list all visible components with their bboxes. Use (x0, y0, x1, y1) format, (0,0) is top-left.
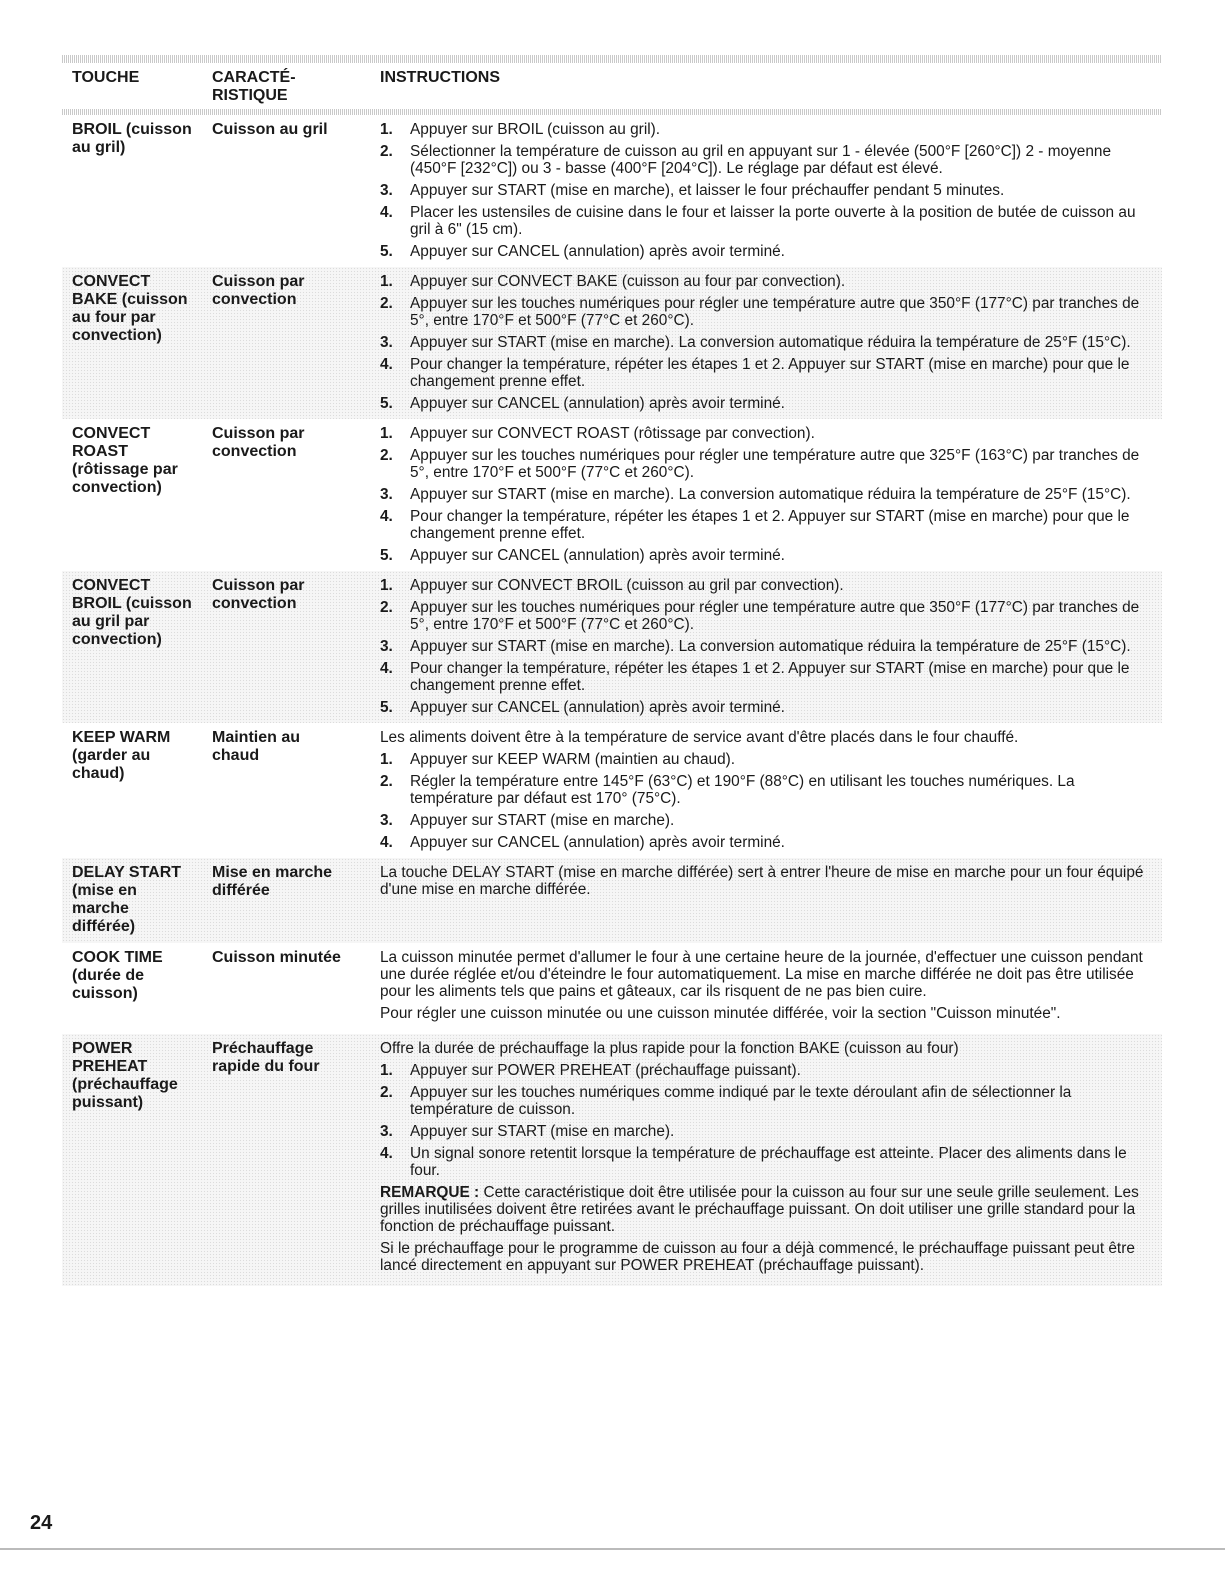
step-text: Appuyer sur CANCEL (annulation) après avoir terminé. (410, 834, 785, 851)
step-item (380, 356, 1148, 390)
step-number: 2. (380, 599, 393, 616)
step-text: Appuyer sur KEEP WARM (maintien au chaud). (410, 751, 736, 768)
row-feature: Cuisson par convection (212, 273, 305, 308)
step-item (380, 425, 1148, 442)
note-label: REMARQUE : (380, 1184, 480, 1201)
table-row (62, 419, 1162, 571)
table-row (62, 858, 1162, 943)
step-text: Appuyer sur START (mise en marche). La conversion automatique réduira la température de 25°F (15°C). (410, 334, 1131, 351)
step-item (380, 273, 1148, 290)
step-item (380, 751, 1148, 768)
table-row (62, 267, 1162, 419)
step-number: 4. (380, 834, 393, 851)
step-item (380, 121, 1148, 138)
row-instructions (380, 949, 1162, 1027)
row-feature: Cuisson au gril (212, 121, 328, 138)
step-item (380, 812, 1148, 829)
step-number: 5. (380, 547, 393, 564)
step-item (380, 577, 1148, 594)
step-number: 1. (380, 751, 393, 768)
step-item (380, 638, 1148, 655)
step-number: 1. (380, 1062, 393, 1079)
instruction-outro: Pour régler une cuisson minutée ou une cuisson minutée différée, voir la section "Cuisson minutée". (380, 1005, 1061, 1022)
row-key: CONVECT BAKE (cuisson au four par convection) (72, 273, 188, 344)
step-item (380, 599, 1148, 633)
step-text: Appuyer sur CANCEL (annulation) après avoir terminé. (410, 395, 785, 412)
step-number: 3. (380, 486, 393, 503)
bottom-rule (0, 1548, 1225, 1550)
step-number: 3. (380, 638, 393, 655)
step-number: 2. (380, 143, 393, 160)
step-list (380, 273, 1148, 412)
row-key: BROIL (cuisson au gril) (72, 121, 192, 156)
step-number: 3. (380, 182, 393, 199)
step-number: 2. (380, 1084, 393, 1101)
step-item (380, 1123, 1148, 1140)
note (380, 1184, 1148, 1235)
step-number: 3. (380, 334, 393, 351)
table-row (62, 571, 1162, 723)
step-text: Appuyer sur BROIL (cuisson au gril). (410, 121, 661, 138)
step-item (380, 1062, 1148, 1079)
step-number: 4. (380, 1145, 393, 1162)
step-text: Placer les ustensiles de cuisine dans le four et laisser la porte ouverte à la position de butée de cuisson au gril à 6" (15 cm). (410, 204, 1136, 238)
step-text: Appuyer sur START (mise en marche). (410, 1123, 675, 1140)
step-list (380, 121, 1148, 260)
step-text: Appuyer sur START (mise en marche), et laisser le four préchauffer pendant 5 minutes. (410, 182, 1005, 199)
step-text: Appuyer sur START (mise en marche). (410, 812, 675, 829)
step-text: Pour changer la température, répéter les étapes 1 et 2. Appuyer sur START (mise en marche) pour que le changement prenne effet. (410, 508, 1130, 542)
table-row (62, 943, 1162, 1034)
step-text: Appuyer sur les touches numériques comme indiqué par le texte déroulant afin de sélectionner la température de cuisson. (410, 1084, 1072, 1118)
step-list (380, 425, 1148, 564)
step-number: 3. (380, 1123, 393, 1140)
step-number: 1. (380, 577, 393, 594)
step-item (380, 699, 1148, 716)
step-text: Un signal sonore retentit lorsque la température de préchauffage est atteinte. Placer des aliments dans le four. (410, 1145, 1127, 1179)
row-feature: Mise en marche différée (212, 864, 333, 899)
table-body (62, 115, 1162, 1286)
row-feature: Maintien au chaud (212, 729, 301, 764)
instruction-intro: Les aliments doivent être à la température de service avant d'être placés dans le four chauffé. (380, 729, 1019, 746)
step-text: Appuyer sur CONVECT BAKE (cuisson au four par convection). (410, 273, 846, 290)
row-feature: Cuisson minutée (212, 949, 341, 966)
step-item (380, 295, 1148, 329)
step-text: Appuyer sur les touches numériques pour régler une température autre que 350°F (177°C) par tranches de 5°, entre 170°F et 500°F (77°C et 260°C). (410, 599, 1140, 633)
step-item (380, 1084, 1148, 1118)
step-item (380, 660, 1148, 694)
row-instructions (380, 577, 1162, 716)
step-item (380, 447, 1148, 481)
step-number: 4. (380, 508, 393, 525)
step-item (380, 143, 1148, 177)
step-number: 1. (380, 121, 393, 138)
step-text: Pour changer la température, répéter les étapes 1 et 2. Appuyer sur START (mise en marche) pour que le changement prenne effet. (410, 660, 1130, 694)
row-key: KEEP WARM (garder au chaud) (72, 729, 171, 782)
step-number: 1. (380, 425, 393, 442)
row-key: CONVECT ROAST (rôtissage par convection) (72, 425, 178, 496)
step-number: 2. (380, 295, 393, 312)
feature-table (62, 55, 1162, 1286)
step-number: 2. (380, 447, 393, 464)
row-instructions (380, 864, 1162, 936)
instruction-intro: Offre la durée de préchauffage la plus rapide pour la fonction BAKE (cuisson au four) (380, 1040, 959, 1057)
step-text: Appuyer sur CONVECT BROIL (cuisson au gril par convection). (410, 577, 844, 594)
table-row (62, 115, 1162, 267)
step-text: Appuyer sur CANCEL (annulation) après avoir terminé. (410, 243, 785, 260)
step-text: Appuyer sur CANCEL (annulation) après avoir terminé. (410, 547, 785, 564)
step-text: Appuyer sur CANCEL (annulation) après avoir terminé. (410, 699, 785, 716)
top-rule (62, 55, 1162, 63)
step-item (380, 1145, 1148, 1179)
step-item (380, 547, 1148, 564)
step-number: 1. (380, 273, 393, 290)
step-item (380, 395, 1148, 412)
step-text: Régler la température entre 145°F (63°C) et 190°F (88°C) en utilisant les touches numériques. La température par défaut est 170° (75°C). (410, 773, 1075, 807)
row-key: COOK TIME (durée de cuisson) (72, 949, 163, 1002)
row-instructions (380, 121, 1162, 260)
row-key: DELAY START (mise en marche différée) (72, 864, 182, 935)
row-feature: Cuisson par convection (212, 577, 305, 612)
step-text: Appuyer sur START (mise en marche). La conversion automatique réduira la température de 25°F (15°C). (410, 638, 1131, 655)
step-item (380, 243, 1148, 260)
step-item (380, 204, 1148, 238)
header-feature: CARACTÉ- RISTIQUE (212, 69, 296, 104)
step-item (380, 773, 1148, 807)
step-list (380, 1062, 1148, 1179)
step-text: Appuyer sur START (mise en marche). La conversion automatique réduira la température de 25°F (15°C). (410, 486, 1131, 503)
instruction-outro: Si le préchauffage pour le programme de cuisson au four a déjà commencé, le préchauffage puissant peut être lancé directement en appuyant sur POWER PREHEAT (préchauffage puissant). (380, 1240, 1135, 1274)
row-instructions (380, 1040, 1162, 1279)
step-item (380, 334, 1148, 351)
instruction-intro: La touche DELAY START (mise en marche différée) sert à entrer l'heure de mise en marche pour un four équipé d'une mise en marche différée. (380, 864, 1144, 898)
step-number: 5. (380, 395, 393, 412)
step-item (380, 486, 1148, 503)
row-feature: Cuisson par convection (212, 425, 305, 460)
page-number: 24 (30, 1512, 53, 1534)
row-instructions (380, 729, 1162, 851)
step-number: 5. (380, 243, 393, 260)
step-number: 3. (380, 812, 393, 829)
header-key: TOUCHE (72, 69, 140, 86)
row-key: POWER PREHEAT (préchauffage puissant) (72, 1040, 178, 1111)
step-number: 5. (380, 699, 393, 716)
header-instructions: INSTRUCTIONS (380, 69, 500, 86)
step-list (380, 577, 1148, 716)
step-item (380, 834, 1148, 851)
table-header (62, 63, 1162, 105)
step-text: Pour changer la température, répéter les étapes 1 et 2. Appuyer sur START (mise en marche) pour que le changement prenne effet. (410, 356, 1130, 390)
row-key: CONVECT BROIL (cuisson au gril par convection) (72, 577, 192, 648)
instruction-intro: La cuisson minutée permet d'allumer le four à une certaine heure de la journée, d'effectuer une cuisson pendant une durée réglée et/ou d'éteindre le four automatiquement. La mise en marche différée ne doit pas être utilisée pour les aliments tels que pains et gâteaux, car ils risquent de ne pas bien cuire. (380, 949, 1143, 1000)
step-item (380, 508, 1148, 542)
step-list (380, 751, 1148, 851)
step-text: Sélectionner la température de cuisson au gril en appuyant sur 1 - élevée (500°F [260°C]) 2 - moyenne (450°F [232°C]) ou 3 - basse (400°F [204°C]). Le réglage par défaut est élevé. (410, 143, 1112, 177)
row-feature: Préchauffage rapide du four (212, 1040, 320, 1075)
row-instructions (380, 425, 1162, 564)
step-text: Appuyer sur CONVECT ROAST (rôtissage par convection). (410, 425, 815, 442)
step-text: Appuyer sur les touches numériques pour régler une température autre que 350°F (177°C) par tranches de 5°, entre 170°F et 500°F (77°C et 260°C). (410, 295, 1140, 329)
row-instructions (380, 273, 1162, 412)
note-text: Cette caractéristique doit être utilisée pour la cuisson au four sur une seule grille seulement. Les grilles inutilisées doivent être retirées avant le préchauffage puissant. On doit utiliser une grille standard pour la fonction de préchauffage puissant. (380, 1184, 1139, 1235)
table-row (62, 723, 1162, 858)
step-number: 4. (380, 660, 393, 677)
step-text: Appuyer sur les touches numériques pour régler une température autre que 325°F (163°C) par tranches de 5°, entre 170°F et 500°F (77°C et 260°C). (410, 447, 1140, 481)
step-number: 2. (380, 773, 393, 790)
step-number: 4. (380, 204, 393, 221)
table-row (62, 1034, 1162, 1286)
step-item (380, 182, 1148, 199)
step-text: Appuyer sur POWER PREHEAT (préchauffage puissant). (410, 1062, 801, 1079)
step-number: 4. (380, 356, 393, 373)
